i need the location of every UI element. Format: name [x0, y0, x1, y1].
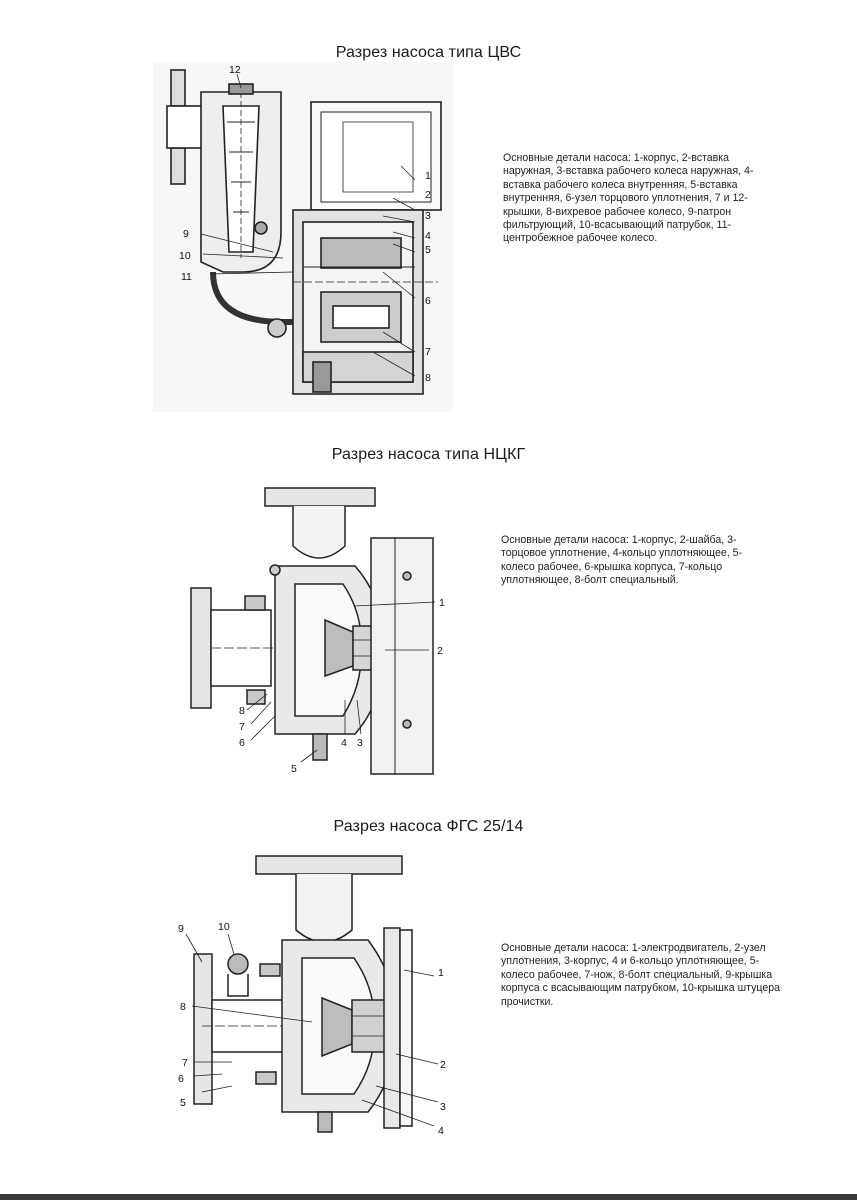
callout-3: 3 [440, 1101, 446, 1113]
callout-3: 3 [357, 737, 363, 749]
callout-11: 11 [181, 271, 192, 283]
callout-5: 5 [180, 1097, 186, 1109]
callout-6: 6 [425, 295, 431, 307]
section-3-description: Основные детали насоса: 1-электродвигатель, 2-узел уплотнения, 3-корпус, 4 и 6-кольцо уплотняющее, 5-колесо рабочее, 7-нож, 8-болт специальный, 9-крышка корпуса с всасывающим патрубком, 10-крышка штуцера прочистки. [501, 942, 781, 1008]
callout-5: 5 [425, 244, 431, 256]
callout-4: 4 [341, 737, 347, 749]
callout-4: 4 [438, 1125, 444, 1137]
pump-cvs-cross-section [153, 62, 453, 412]
callout-6: 6 [178, 1073, 184, 1085]
callout-2: 2 [440, 1059, 446, 1071]
section-1-description: Основные детали насоса: 1-корпус, 2-вставка наружная, 3-вставка рабочего колеса наружная, 4-вставка рабочего колеса внутренняя, 5-вставка внутренняя, 6-узел торцового уплотнения, 7 и 12-крышки, 8-вихревое рабочее колесо, 9-патрон фильтрующий, 10-всасывающий патрубок, 11-центробежное рабочее колесо. [503, 152, 754, 245]
callout-8: 8 [180, 1001, 186, 1013]
callout-7: 7 [239, 721, 245, 733]
callout-12: 12 [229, 64, 241, 76]
callout-2: 2 [425, 189, 431, 201]
section-3-title: Разрез насоса ФГС 25/14 [333, 818, 524, 835]
section-2-description: Основные детали насоса: 1-корпус, 2-шайба, 3-торцовое уплотнение, 4-кольцо уплотняющее, 5-колесо рабочее, 6-крышка корпуса, 7-кольцо уплотняющее, 8-болт специальный. [501, 534, 743, 587]
callout-3: 3 [425, 210, 431, 222]
callout-9: 9 [178, 923, 184, 935]
callout-10: 10 [179, 250, 191, 262]
callout-8: 8 [425, 372, 431, 384]
pump-nckg-cross-section [185, 480, 455, 780]
callout-8: 8 [239, 705, 245, 717]
callout-10: 10 [218, 921, 230, 933]
callout-7: 7 [425, 346, 431, 358]
callout-4: 4 [425, 230, 431, 242]
callout-9: 9 [183, 228, 189, 240]
callout-7: 7 [182, 1057, 188, 1069]
section-1-title: Разрез насоса типа ЦВС [335, 44, 522, 61]
bottom-bar [0, 1194, 857, 1200]
callout-1: 1 [438, 967, 444, 979]
section-2-title: Разрез насоса типа НЦКГ [331, 446, 526, 463]
callout-6: 6 [239, 737, 245, 749]
pump-fgs-cross-section [172, 850, 457, 1140]
callout-1: 1 [439, 597, 445, 609]
callout-2: 2 [437, 645, 443, 657]
callout-5: 5 [291, 763, 297, 775]
callout-1: 1 [425, 170, 431, 182]
